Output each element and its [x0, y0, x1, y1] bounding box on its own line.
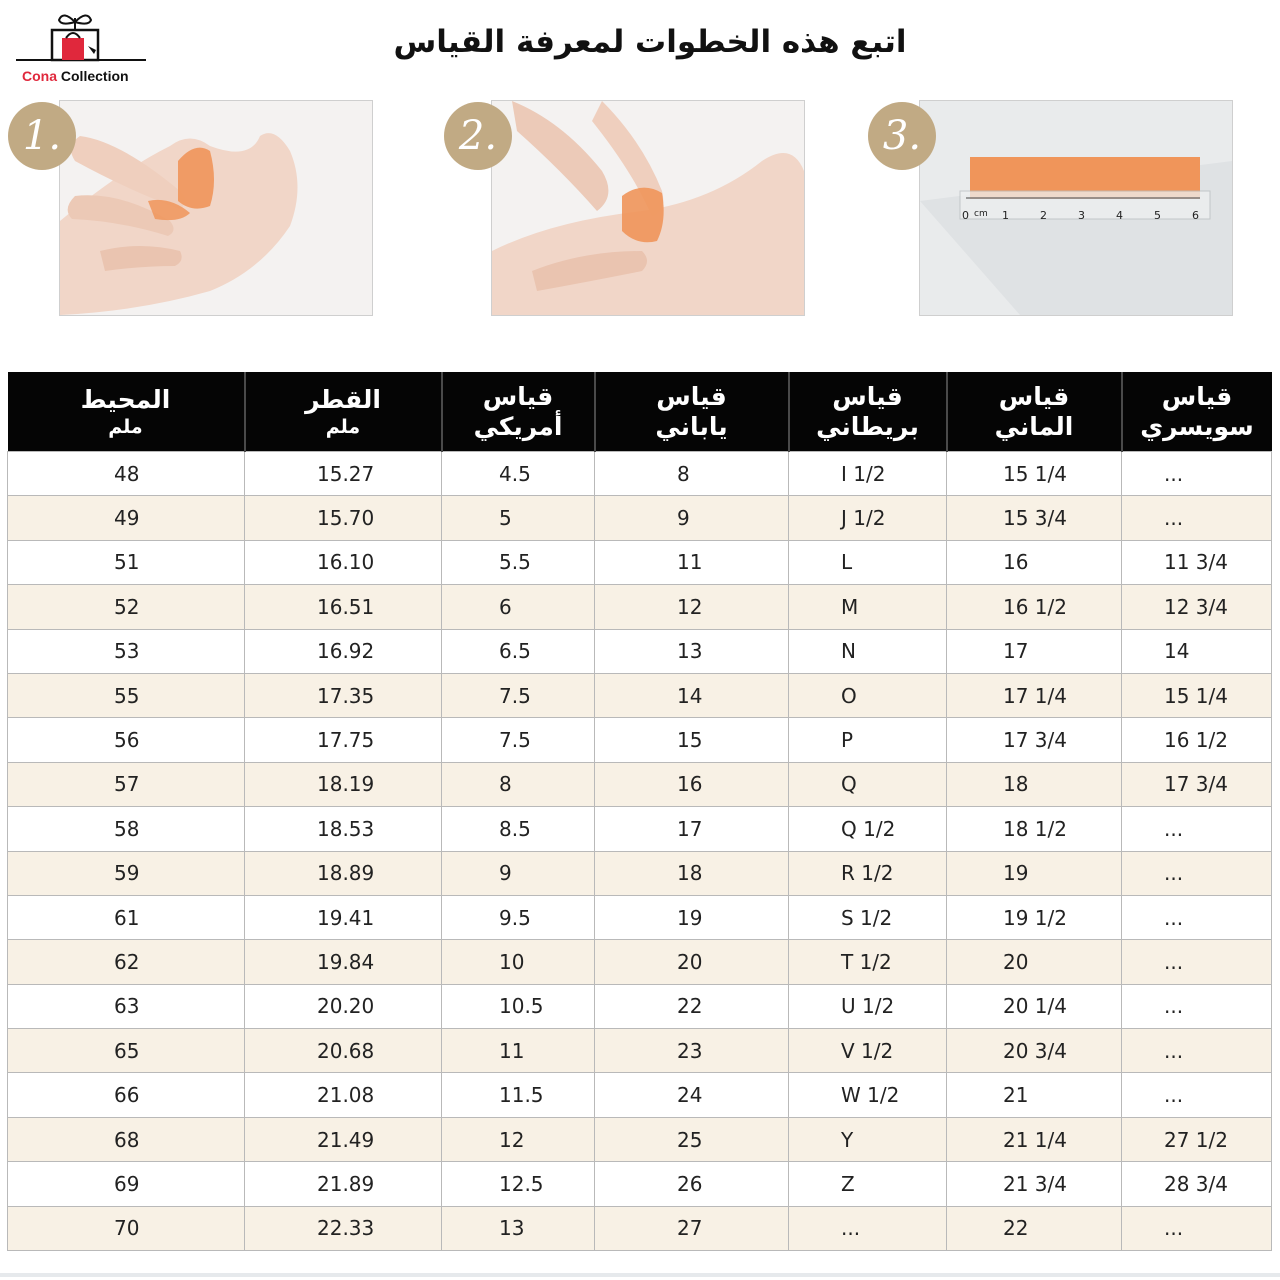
- cell-ch-size: 27 1/2: [1122, 1117, 1272, 1161]
- cell-us-size: 13: [442, 1206, 595, 1250]
- cell-ch-size: 28 3/4: [1122, 1162, 1272, 1206]
- cell-jp-size: 24: [595, 1073, 789, 1117]
- ruler-tick: 2: [1040, 209, 1047, 222]
- cell-circumference: 68: [8, 1117, 245, 1161]
- step-3-photo: [919, 100, 1233, 316]
- cell-jp-size: 27: [595, 1206, 789, 1250]
- table-row: [8, 673, 1272, 717]
- cell-circumference: 66: [8, 1073, 245, 1117]
- cell-ch-size: ...: [1122, 452, 1272, 496]
- bottom-divider: [0, 1273, 1280, 1277]
- header-sub: أمريكي: [473, 411, 563, 441]
- cell-uk-size: S 1/2: [789, 895, 947, 939]
- table-row: [8, 629, 1272, 673]
- cell-circumference: 59: [8, 851, 245, 895]
- cell-us-size: 10: [442, 940, 595, 984]
- cell-diameter: 18.19: [245, 762, 442, 806]
- cell-de-size: 16: [947, 540, 1122, 584]
- cell-jp-size: 17: [595, 807, 789, 851]
- cell-ch-size: ...: [1122, 1073, 1272, 1117]
- header-main: قياس: [998, 381, 1070, 411]
- cell-jp-size: 9: [595, 496, 789, 540]
- ruler-unit: cm: [974, 209, 988, 219]
- table-row: [8, 496, 1272, 540]
- ruler-tick: 3: [1078, 209, 1085, 222]
- cell-uk-size: I 1/2: [789, 452, 947, 496]
- cell-diameter: 16.92: [245, 629, 442, 673]
- header-main: قياس: [656, 381, 727, 411]
- cell-us-size: 5.5: [442, 540, 595, 584]
- cell-us-size: 6.5: [442, 629, 595, 673]
- cell-ch-size: 15 1/4: [1122, 673, 1272, 717]
- cell-diameter: 15.70: [245, 496, 442, 540]
- ruler-tick: 6: [1192, 209, 1199, 222]
- cell-de-size: 19 1/2: [947, 895, 1122, 939]
- cell-circumference: 49: [8, 496, 245, 540]
- table-row: [8, 585, 1272, 629]
- cell-uk-size: O: [789, 673, 947, 717]
- step-2-photo: [491, 100, 805, 316]
- cell-de-size: 20 3/4: [947, 1029, 1122, 1073]
- cell-ch-size: 16 1/2: [1122, 718, 1272, 762]
- cell-de-size: 17 1/4: [947, 673, 1122, 717]
- ruler-tick: 5: [1154, 209, 1161, 222]
- cell-de-size: 17 3/4: [947, 718, 1122, 762]
- cell-jp-size: 14: [595, 673, 789, 717]
- cell-jp-size: 11: [595, 540, 789, 584]
- cell-ch-size: ...: [1122, 851, 1272, 895]
- cell-diameter: 17.35: [245, 673, 442, 717]
- cell-ch-size: ...: [1122, 1206, 1272, 1250]
- header-sub: الماني: [994, 411, 1074, 441]
- cell-de-size: 16 1/2: [947, 585, 1122, 629]
- cell-jp-size: 22: [595, 984, 789, 1028]
- cell-circumference: 56: [8, 718, 245, 762]
- cell-diameter: 20.68: [245, 1029, 442, 1073]
- cell-circumference: 51: [8, 540, 245, 584]
- table-header-row: [8, 372, 1272, 452]
- cell-circumference: 55: [8, 673, 245, 717]
- cell-circumference: 58: [8, 807, 245, 851]
- cell-diameter: 18.53: [245, 807, 442, 851]
- cell-uk-size: T 1/2: [789, 940, 947, 984]
- cell-de-size: 21 1/4: [947, 1117, 1122, 1161]
- cell-jp-size: 15: [595, 718, 789, 762]
- header-main: المحيط: [80, 384, 171, 414]
- header-main: القطر: [305, 384, 381, 414]
- cell-uk-size: Q 1/2: [789, 807, 947, 851]
- cell-uk-size: L: [789, 540, 947, 584]
- cell-us-size: 5: [442, 496, 595, 540]
- cell-us-size: 11.5: [442, 1073, 595, 1117]
- ring-size-table: [7, 372, 1272, 1251]
- cell-de-size: 20 1/4: [947, 984, 1122, 1028]
- cell-jp-size: 26: [595, 1162, 789, 1206]
- cell-us-size: 8.5: [442, 807, 595, 851]
- gift-bag-icon: [14, 10, 154, 72]
- cell-ch-size: 17 3/4: [1122, 762, 1272, 806]
- cell-us-size: 8: [442, 762, 595, 806]
- cell-us-size: 9: [442, 851, 595, 895]
- header-diameter: [245, 372, 442, 452]
- cell-uk-size: J 1/2: [789, 496, 947, 540]
- cell-uk-size: R 1/2: [789, 851, 947, 895]
- cell-uk-size: Q: [789, 762, 947, 806]
- cell-de-size: 15 3/4: [947, 496, 1122, 540]
- cell-us-size: 12.5: [442, 1162, 595, 1206]
- cell-jp-size: 19: [595, 895, 789, 939]
- table-row: [8, 940, 1272, 984]
- cell-jp-size: 20: [595, 940, 789, 984]
- cell-ch-size: 12 3/4: [1122, 585, 1272, 629]
- cell-jp-size: 16: [595, 762, 789, 806]
- table-row: [8, 851, 1272, 895]
- cell-us-size: 10.5: [442, 984, 595, 1028]
- cell-diameter: 20.20: [245, 984, 442, 1028]
- cell-uk-size: M: [789, 585, 947, 629]
- cell-ch-size: ...: [1122, 807, 1272, 851]
- step-1-photo: [59, 100, 373, 316]
- table-row: [8, 1029, 1272, 1073]
- cell-ch-size: ...: [1122, 895, 1272, 939]
- cell-ch-size: ...: [1122, 1029, 1272, 1073]
- cell-de-size: 22: [947, 1206, 1122, 1250]
- cell-circumference: 52: [8, 585, 245, 629]
- table-row: [8, 1162, 1272, 1206]
- cell-diameter: 19.41: [245, 895, 442, 939]
- cell-jp-size: 13: [595, 629, 789, 673]
- cell-uk-size: Z: [789, 1162, 947, 1206]
- brand-logo: [14, 10, 154, 90]
- header-sub: سويسري: [1140, 411, 1254, 441]
- cell-us-size: 6: [442, 585, 595, 629]
- cell-circumference: 62: [8, 940, 245, 984]
- header-circumference: [8, 372, 245, 452]
- cell-uk-size: P: [789, 718, 947, 762]
- cell-diameter: 18.89: [245, 851, 442, 895]
- cell-diameter: 22.33: [245, 1206, 442, 1250]
- header-de-size: [947, 372, 1122, 452]
- table-row: [8, 1117, 1272, 1161]
- cell-uk-size: U 1/2: [789, 984, 947, 1028]
- cell-ch-size: ...: [1122, 496, 1272, 540]
- table-row: [8, 807, 1272, 851]
- cell-de-size: 21: [947, 1073, 1122, 1117]
- cell-ch-size: ...: [1122, 940, 1272, 984]
- cell-circumference: 63: [8, 984, 245, 1028]
- header-sub: ملم: [325, 415, 361, 438]
- cell-de-size: 15 1/4: [947, 452, 1122, 496]
- cell-circumference: 69: [8, 1162, 245, 1206]
- header-sub: ملم: [108, 415, 143, 438]
- cell-us-size: 11: [442, 1029, 595, 1073]
- table-row: [8, 452, 1272, 496]
- cell-circumference: 65: [8, 1029, 245, 1073]
- table-row: [8, 1206, 1272, 1250]
- header-us-size: [442, 372, 595, 452]
- cell-uk-size: ...: [789, 1206, 947, 1250]
- ruler-and-tape-illustration: [920, 101, 1232, 315]
- ruler-tick: 1: [1002, 209, 1009, 222]
- table-row: [8, 984, 1272, 1028]
- brand-name-first: Cona: [22, 68, 57, 84]
- header-jp-size: [595, 372, 789, 452]
- step-3-badge: 3.: [868, 102, 936, 170]
- cell-us-size: 12: [442, 1117, 595, 1161]
- cell-circumference: 48: [8, 452, 245, 496]
- cell-circumference: 57: [8, 762, 245, 806]
- page-title: اتبع هذه الخطوات لمعرفة القياس: [393, 24, 907, 60]
- cell-circumference: 53: [8, 629, 245, 673]
- cell-uk-size: N: [789, 629, 947, 673]
- hand-marking-tape-illustration: [492, 101, 804, 315]
- cell-diameter: 15.27: [245, 452, 442, 496]
- cell-diameter: 17.75: [245, 718, 442, 762]
- cell-jp-size: 25: [595, 1117, 789, 1161]
- cell-diameter: 21.89: [245, 1162, 442, 1206]
- cell-uk-size: W 1/2: [789, 1073, 947, 1117]
- table-row: [8, 895, 1272, 939]
- header-main: قياس: [832, 381, 903, 411]
- cell-us-size: 4.5: [442, 452, 595, 496]
- cell-ch-size: 14: [1122, 629, 1272, 673]
- table-row: [8, 762, 1272, 806]
- brand-name: [22, 68, 129, 84]
- cell-de-size: 21 3/4: [947, 1162, 1122, 1206]
- cell-ch-size: 11 3/4: [1122, 540, 1272, 584]
- ruler-tick: 0: [962, 209, 969, 222]
- cell-diameter: 19.84: [245, 940, 442, 984]
- table-row: [8, 718, 1272, 762]
- step-1-badge: 1.: [8, 102, 76, 170]
- cell-de-size: 17: [947, 629, 1122, 673]
- cell-us-size: 9.5: [442, 895, 595, 939]
- cell-de-size: 18 1/2: [947, 807, 1122, 851]
- header-main: قياس: [482, 381, 554, 411]
- cell-circumference: 61: [8, 895, 245, 939]
- header-sub: بريطاني: [816, 411, 919, 441]
- cell-us-size: 7.5: [442, 718, 595, 762]
- header-uk-size: [789, 372, 947, 452]
- header-ch-size: [1122, 372, 1272, 452]
- ruler-tick: 4: [1116, 209, 1123, 222]
- header-sub: ياباني: [655, 411, 728, 441]
- cell-diameter: 16.51: [245, 585, 442, 629]
- hand-wrapping-tape-illustration: [60, 101, 372, 315]
- brand-name-second: Collection: [60, 68, 129, 84]
- cell-de-size: 18: [947, 762, 1122, 806]
- table-row: [8, 540, 1272, 584]
- cell-ch-size: ...: [1122, 984, 1272, 1028]
- cell-de-size: 19: [947, 851, 1122, 895]
- header-main: قياس: [1161, 381, 1233, 411]
- cell-de-size: 20: [947, 940, 1122, 984]
- cell-us-size: 7.5: [442, 673, 595, 717]
- step-2-badge: 2.: [444, 102, 512, 170]
- cell-diameter: 21.08: [245, 1073, 442, 1117]
- table-body: [8, 452, 1272, 1251]
- cell-circumference: 70: [8, 1206, 245, 1250]
- cell-uk-size: V 1/2: [789, 1029, 947, 1073]
- cell-jp-size: 12: [595, 585, 789, 629]
- cell-jp-size: 23: [595, 1029, 789, 1073]
- table-row: [8, 1073, 1272, 1117]
- cell-diameter: 21.49: [245, 1117, 442, 1161]
- cell-uk-size: Y: [789, 1117, 947, 1161]
- cell-jp-size: 18: [595, 851, 789, 895]
- cell-jp-size: 8: [595, 452, 789, 496]
- cell-diameter: 16.10: [245, 540, 442, 584]
